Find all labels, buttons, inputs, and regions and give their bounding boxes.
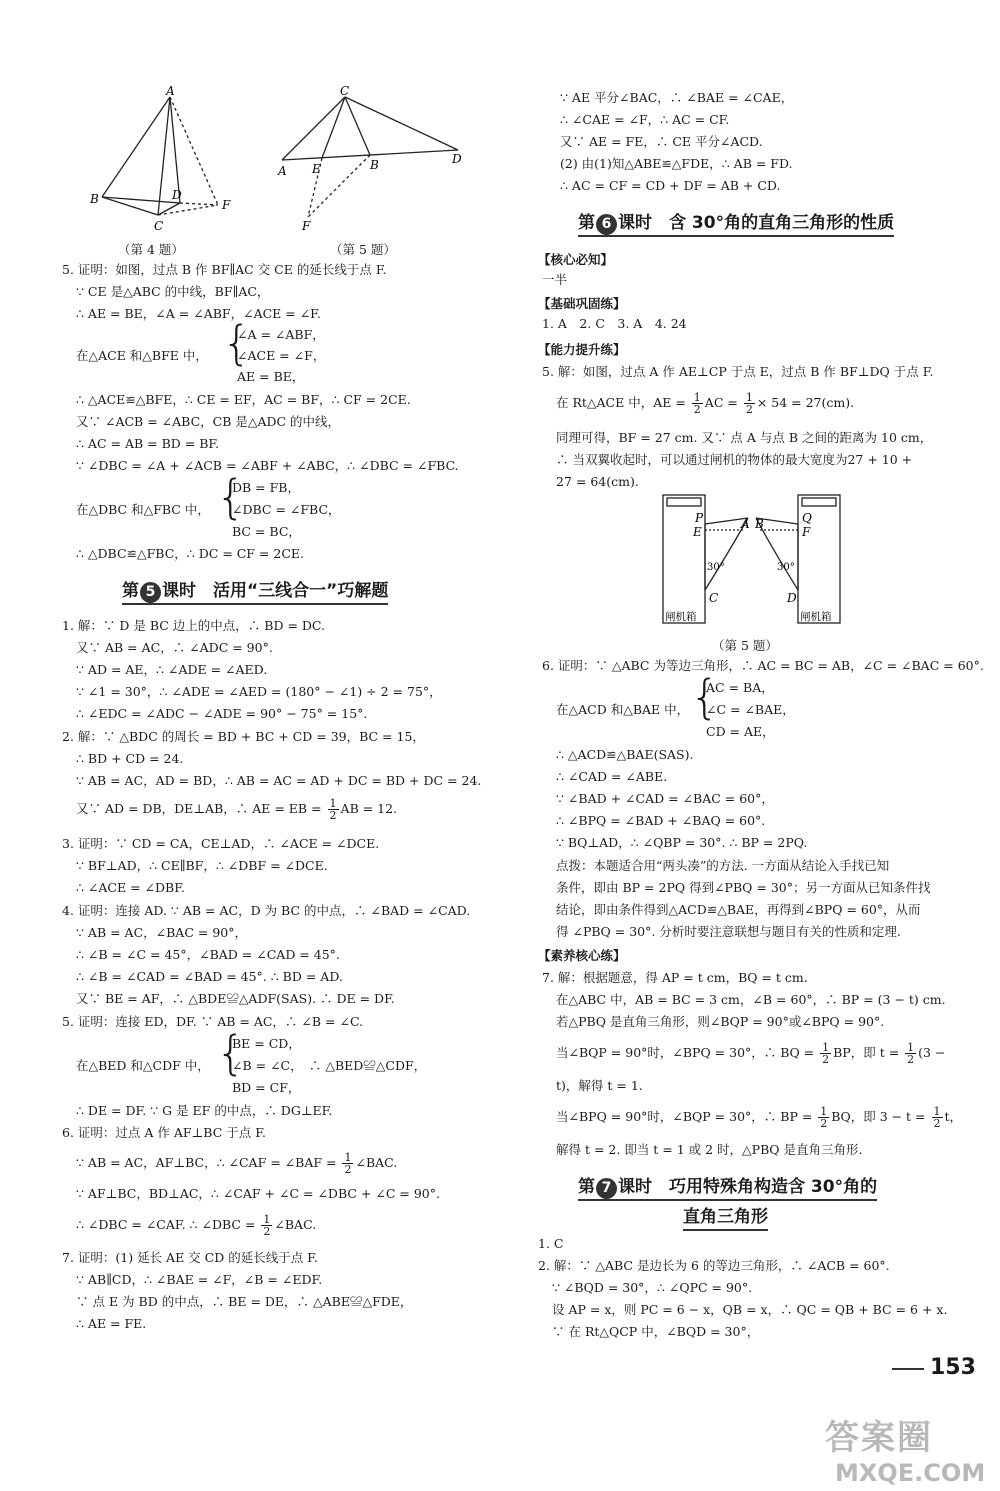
gate-box-label-right: 闸机箱 bbox=[800, 611, 832, 623]
text-line: ∵ AB = AC，AD = BD，∴ AB = AC = AD + DC = BD + DC = 24. bbox=[76, 773, 482, 788]
text-part: t， bbox=[944, 1109, 963, 1124]
fig4-edge bbox=[158, 97, 170, 215]
section-post: 课时 活用“三线合一”巧解题 bbox=[162, 581, 389, 601]
text-line: 1. C bbox=[538, 1236, 564, 1251]
fig4-label-f: F bbox=[222, 198, 231, 212]
text-line: 1. 解：∵ D 是 BC 边上的中点，∴ BD = DC. bbox=[62, 618, 326, 633]
denominator: 2 bbox=[933, 1117, 941, 1130]
fraction bbox=[744, 392, 755, 415]
numerator: 1 bbox=[329, 797, 337, 810]
text-part: AB = 12. bbox=[340, 801, 398, 816]
text-line: ∴ ∠B = ∠C = 45°，∠BAD = ∠CAD = 45°. bbox=[76, 947, 340, 962]
gate-label-e: E bbox=[693, 525, 702, 539]
text-line: 在△ABC 中，AB = BC = 3 cm，∠B = 60°，∴ BP = (3 − t) cm. bbox=[556, 992, 946, 1007]
text-line: ∴ AE = BE，∠A = ∠ABF，∠ACE = ∠F. bbox=[76, 306, 321, 321]
fig5-label-b: B bbox=[370, 158, 379, 172]
watermark-line1: 答案圈 bbox=[825, 1418, 933, 1458]
gate-label-a: A bbox=[741, 517, 750, 531]
denominator: 2 bbox=[820, 1117, 828, 1130]
fraction bbox=[932, 1106, 943, 1129]
brace-icon: { bbox=[690, 670, 720, 724]
text-line bbox=[76, 1152, 397, 1175]
text-line: 在△ACD 和△BAE 中， bbox=[556, 702, 690, 717]
figure-5 bbox=[270, 85, 470, 235]
fig4-edge bbox=[102, 97, 170, 197]
text-line: 一半 bbox=[542, 272, 568, 287]
text-line: ∴ ∠ACE = ∠DBF. bbox=[76, 880, 185, 895]
fraction bbox=[328, 798, 339, 821]
gate-box-right-top bbox=[802, 498, 836, 506]
text-line: ∵ CE 是△ABC 的中线，BF∥AC， bbox=[76, 284, 270, 299]
fig5-label-d: D bbox=[452, 152, 462, 166]
text-line: CD = AE， bbox=[706, 724, 775, 739]
text-line: ∴ △ACE≌△BFE，∴ CE = EF，AC = BF，∴ CF = 2CE. bbox=[76, 392, 411, 407]
text-line: AE = BE， bbox=[237, 369, 305, 384]
tip-line: 得 ∠PBQ = 30°. 分析时要注意联想与题目有关的性质和定理. bbox=[556, 924, 901, 939]
text-line: ∴ AE = FE. bbox=[76, 1316, 147, 1331]
text-part: (3 − bbox=[918, 1045, 946, 1060]
numerator: 1 bbox=[907, 1041, 915, 1054]
text-line: 在△ACE 和△BFE 中， bbox=[76, 348, 208, 363]
text-line: 设 AP = x，则 PC = 6 − x，QB = x，∴ QC = QB + BC = 6 + x. bbox=[552, 1302, 948, 1317]
text-line: 7. 解：根据题意，得 AP = t cm，BQ = t cm. bbox=[542, 970, 808, 985]
text-line: ∵ ∠DBC = ∠A + ∠ACB = ∠ABF + ∠ABC，∴ ∠DBC = ∠FBC. bbox=[76, 458, 459, 473]
denominator: 2 bbox=[329, 809, 337, 822]
text-line bbox=[76, 798, 397, 821]
fig5-label-e: E bbox=[312, 162, 321, 176]
fig4-label-b: B bbox=[90, 192, 99, 206]
text-line: 4. 证明：连接 AD. ∵ AB = AC，D 为 BC 的中点，∴ ∠BAD = ∠CAD. bbox=[62, 903, 471, 918]
text-line: 在△BED 和△CDF 中， bbox=[76, 1058, 210, 1073]
gate-box-left-top bbox=[667, 498, 701, 506]
text-line: ∴ DE = DF. ∵ G 是 EF 的中点，∴ DG⊥EF. bbox=[76, 1103, 333, 1118]
numerator: 1 bbox=[820, 1105, 828, 1118]
text-part: AC = bbox=[704, 395, 742, 410]
text-line: 又∵ ∠ACB = ∠ABC，CB 是△ADC 的中线， bbox=[76, 414, 341, 429]
section-post: 课时 含 30°角的直角三角形的性质 bbox=[618, 213, 895, 233]
denominator: 2 bbox=[745, 403, 753, 416]
text-line: 又∵ AB = AC，∴ ∠ADC = 90°. bbox=[76, 640, 273, 655]
section-num: 6 bbox=[596, 214, 617, 235]
text-line: 同理可得，BF = 27 cm. 又∵ 点 A 与点 B 之间的距离为 10 cm， bbox=[556, 430, 933, 445]
tag-ability: 【能力提升练】 bbox=[538, 342, 626, 357]
numerator: 1 bbox=[263, 1213, 271, 1226]
fig4-label-c: C bbox=[154, 219, 164, 233]
gate-label-b: B bbox=[755, 517, 764, 531]
text-line: 27 = 64(cm). bbox=[556, 474, 639, 489]
text-line: 5. 证明：连接 ED，DF. ∵ AB = AC，∴ ∠B = ∠C. bbox=[62, 1014, 364, 1029]
fig4-edge bbox=[158, 203, 180, 215]
fig4-label-a: A bbox=[166, 85, 175, 98]
text-line bbox=[556, 392, 854, 415]
text-line: 5. 解：如图，过点 A 作 AE⊥CP 于点 E，过点 B 作 BF⊥DQ 于点 F. bbox=[542, 364, 934, 379]
section-title-7 bbox=[578, 1172, 877, 1199]
fraction bbox=[342, 1152, 353, 1175]
text-line: ∵ ∠BQD = 30°，∴ ∠QPC = 90°. bbox=[552, 1280, 753, 1295]
text-line: BD = CF， bbox=[232, 1080, 301, 1095]
tag-basic: 【基础巩固练】 bbox=[538, 296, 626, 311]
text-line: ∵ AB∥CD，∴ ∠BAE = ∠F，∠B = ∠EDF. bbox=[76, 1272, 323, 1287]
figure-4 bbox=[80, 85, 250, 235]
text-line: DB = FB， bbox=[232, 480, 300, 495]
text-line: 6. 证明：∵ △ABC 为等边三角形，∴ AC = BC = AB，∠C = ∠BAC = 60°. bbox=[542, 658, 984, 673]
text-line: 又∵ AE = FE，∴ CE 平分∠ACD. bbox=[560, 134, 763, 149]
text-line: ∴ BD + CD = 24. bbox=[76, 751, 184, 766]
text-line: ∴ ∠BPQ = ∠BAD + ∠BAQ = 60°. bbox=[556, 813, 766, 828]
text-line: (2) 由(1)知△ABE≌△FDE，∴ AB = FD. bbox=[560, 156, 793, 171]
gate-label-d: D bbox=[787, 591, 797, 605]
text-line: 5. 证明：如图，过点 B 作 BF∥AC 交 CE 的延长线于点 F. bbox=[62, 262, 387, 277]
fraction bbox=[905, 1042, 916, 1065]
gate-label-q: Q bbox=[802, 511, 812, 525]
denominator: 2 bbox=[693, 403, 701, 416]
text-line: ∴ △ACD≌△BAE(SAS). bbox=[556, 747, 694, 762]
watermark bbox=[825, 1410, 985, 1487]
text-part: 当∠BPQ = 90°时，∠BQP = 30°，∴ BP = bbox=[556, 1109, 817, 1124]
text-part: BQ，即 3 − t = bbox=[831, 1109, 930, 1124]
numerator: 1 bbox=[693, 391, 701, 404]
fraction bbox=[820, 1042, 831, 1065]
text-line: t)，解得 t = 1. bbox=[556, 1078, 643, 1093]
text-line: ∠C = ∠BAE， bbox=[706, 702, 795, 717]
text-part: ∴ ∠DBC = ∠CAF. ∴ ∠DBC = bbox=[76, 1217, 260, 1232]
figure-gate bbox=[655, 490, 850, 635]
text-part: ∠BAC. bbox=[355, 1155, 398, 1170]
text-line: 若△PBQ 是直角三角形，则∠BQP = 90°或∠BPQ = 90°. bbox=[556, 1014, 885, 1029]
text-line: 7. 证明：(1) 延长 AE 交 CD 的延长线于点 F. bbox=[62, 1250, 318, 1265]
fraction bbox=[261, 1214, 272, 1237]
gate-label-c: C bbox=[709, 591, 719, 605]
gate-angle-right: 30° bbox=[777, 562, 795, 573]
gate-caption: （第 5 题） bbox=[712, 638, 778, 653]
numerator: 1 bbox=[745, 391, 753, 404]
text-part: 在 Rt△ACE 中，AE = bbox=[556, 395, 690, 410]
text-part: ∠BAC. bbox=[274, 1217, 317, 1232]
numerator: 1 bbox=[344, 1151, 352, 1164]
text-part: × 54 = 27(cm). bbox=[756, 395, 855, 410]
text-part: 当∠BQP = 90°时，∠BPQ = 30°，∴ BQ = bbox=[556, 1045, 819, 1060]
text-line: BE = CD， bbox=[232, 1036, 301, 1051]
tip-line: 点拨：本题适合用“两头凑”的方法. 一方面从结论入手找已知 bbox=[556, 858, 890, 873]
fig4-edge bbox=[102, 197, 180, 203]
section-num: 7 bbox=[596, 1178, 617, 1199]
text-line: ∠ACE = ∠F， bbox=[237, 348, 326, 363]
text-line: ∠B = ∠C， ∴ △BED≌△CDF， bbox=[232, 1058, 427, 1073]
text-line: ∴ △DBC≌△FBC，∴ DC = CF = 2CE. bbox=[76, 546, 304, 561]
text-line: ∵ ∠BAD + ∠CAD = ∠BAC = 60°， bbox=[556, 791, 774, 806]
text-part: ∵ AB = AC，AF⊥BC，∴ ∠CAF = ∠BAF = bbox=[76, 1155, 341, 1170]
tip-line: 结论，即由条件得到△ACD≌△BAE，再得到∠BPQ = 60°，从而 bbox=[556, 902, 921, 917]
text-line: ∵ ∠1 = 30°，∴ ∠ADE = ∠AED = (180° − ∠1) ÷ 2 = 75°， bbox=[76, 684, 442, 699]
gate-label-f: F bbox=[802, 525, 811, 539]
text-line: ∴ AC = AB = BD = BF. bbox=[76, 436, 220, 451]
text-line: BC = BC， bbox=[232, 524, 301, 539]
text-line: ∴ ∠CAE = ∠F，∴ AC = CF. bbox=[560, 112, 730, 127]
fig4-dashed bbox=[180, 203, 218, 205]
text-line: ∴ ∠CAD = ∠ABE. bbox=[556, 769, 668, 784]
section-post-line2: 直角三角形 bbox=[683, 1207, 768, 1231]
text-line: 6. 证明：过点 A 作 AF⊥BC 于点 F. bbox=[62, 1125, 266, 1140]
gate-label-p: P bbox=[695, 511, 704, 525]
fig5-label-f: F bbox=[302, 219, 311, 233]
fraction bbox=[818, 1106, 829, 1129]
section-pre: 第 bbox=[578, 213, 595, 233]
text-line: ∴ ∠B = ∠CAD = ∠BAD = 45°. ∴ BD = AD. bbox=[76, 969, 343, 984]
tag-core: 【核心必知】 bbox=[538, 252, 614, 267]
text-line: 解得 t = 2. 即当 t = 1 或 2 时，△PBQ 是直角三角形. bbox=[556, 1142, 863, 1157]
watermark-line2: MXQE.COM bbox=[835, 1459, 986, 1487]
text-line: ∠A = ∠ABF， bbox=[237, 327, 325, 342]
tag-literacy: 【素养核心练】 bbox=[538, 948, 626, 963]
section-title-6 bbox=[578, 208, 894, 235]
text-line: 2. 解：∵ △BDC 的周长 = BD + BC + CD = 39，BC = 15， bbox=[62, 729, 425, 744]
fig5-edge bbox=[282, 97, 345, 160]
gate-angle-left: 30° bbox=[707, 562, 725, 573]
numerator: 1 bbox=[933, 1105, 941, 1118]
text-line: 1. A 2. C 3. A 4. 24 bbox=[542, 316, 687, 331]
numerator: 1 bbox=[822, 1041, 830, 1054]
tip-line: 条件，即由 BP = 2PQ 得到∠PBQ = 30°；另一方面从已知条件找 bbox=[556, 880, 931, 895]
text-line: ∵ BF⊥AD，∴ CE∥BF，∴ ∠DBF = ∠DCE. bbox=[76, 858, 328, 873]
text-line: ∠DBC = ∠FBC， bbox=[232, 502, 341, 517]
text-line: ∵ BQ⊥AD，∴ ∠QBP = 30°. ∴ BP = 2PQ. bbox=[556, 835, 808, 850]
text-line: ∵ 点 E 为 BD 的中点，∴ BE = DE，∴ △ABE≌△FDE， bbox=[76, 1294, 413, 1309]
fig5-label-a: A bbox=[278, 164, 287, 178]
denominator: 2 bbox=[263, 1225, 271, 1238]
text-line: 3. 证明：∵ CD = CA，CE⊥AD，∴ ∠ACE = ∠DCE. bbox=[62, 836, 380, 851]
text-line: ∴ 当双翼收起时，可以通过闸机的物体的最大宽度为27 + 10 + bbox=[556, 452, 913, 467]
section-pre: 第 bbox=[578, 1177, 595, 1197]
text-line: ∵ AE 平分∠BAC，∴ ∠BAE = ∠CAE， bbox=[560, 90, 794, 105]
text-line: ∴ AC = CF = CD + DF = AB + CD. bbox=[560, 178, 781, 193]
page-number-rule bbox=[892, 1368, 924, 1370]
fig5-label-c: C bbox=[340, 85, 350, 98]
denominator: 2 bbox=[344, 1163, 352, 1176]
page-number: 153 bbox=[930, 1355, 976, 1380]
fig4-label-d: D bbox=[172, 188, 182, 202]
gate-box-label-left: 闸机箱 bbox=[665, 611, 697, 623]
section-title-5 bbox=[122, 576, 388, 603]
fig5-edge bbox=[345, 97, 458, 150]
text-line: 2. 解：∵ △ABC 是边长为 6 的等边三角形，∴ ∠ACB = 60°. bbox=[538, 1258, 890, 1273]
text-line: ∵ AD = AE，∴ ∠ADE = ∠AED. bbox=[76, 662, 268, 677]
text-line: ∴ ∠EDC = ∠ADC − ∠ADE = 90° − 75° = 15°. bbox=[76, 706, 368, 721]
text-line: ∵ 在 Rt△QCP 中，∠BQD = 30°， bbox=[552, 1324, 760, 1339]
text-line: AC = BA， bbox=[706, 680, 774, 695]
fig5-edge bbox=[345, 97, 370, 155]
denominator: 2 bbox=[822, 1053, 830, 1066]
section-post: 课时 巧用特殊角构造含 30°角的 bbox=[618, 1177, 878, 1197]
text-line: 又∵ BE = AF，∴ △BDE≌△ADF(SAS). ∴ DE = DF. bbox=[76, 991, 395, 1006]
fig4-caption: （第 4 题） bbox=[118, 242, 184, 257]
text-line bbox=[556, 1106, 962, 1129]
brace-icon: { bbox=[216, 470, 246, 524]
section-pre: 第 bbox=[122, 581, 139, 601]
text-line bbox=[556, 1042, 945, 1065]
text-line bbox=[76, 1214, 316, 1237]
section-num: 5 bbox=[140, 582, 161, 603]
text-line: ∵ AF⊥BC，BD⊥AC，∴ ∠CAF + ∠C = ∠DBC + ∠C = 90°. bbox=[76, 1186, 440, 1201]
text-part: 又∵ AD = DB，DE⊥AB，∴ AE = EB = bbox=[76, 801, 326, 816]
denominator: 2 bbox=[907, 1053, 915, 1066]
fraction bbox=[692, 392, 703, 415]
fig5-edge bbox=[322, 97, 345, 158]
section-title-7-line2 bbox=[683, 1202, 768, 1227]
text-line: 在△DBC 和△FBC 中， bbox=[76, 502, 210, 517]
fig5-caption: （第 5 题） bbox=[330, 242, 396, 257]
text-line: ∵ AB = AC，∠BAC = 90°， bbox=[76, 925, 247, 940]
text-part: BP，即 t = bbox=[833, 1045, 904, 1060]
brace-icon: { bbox=[222, 316, 252, 370]
brace-icon: { bbox=[216, 1026, 246, 1080]
